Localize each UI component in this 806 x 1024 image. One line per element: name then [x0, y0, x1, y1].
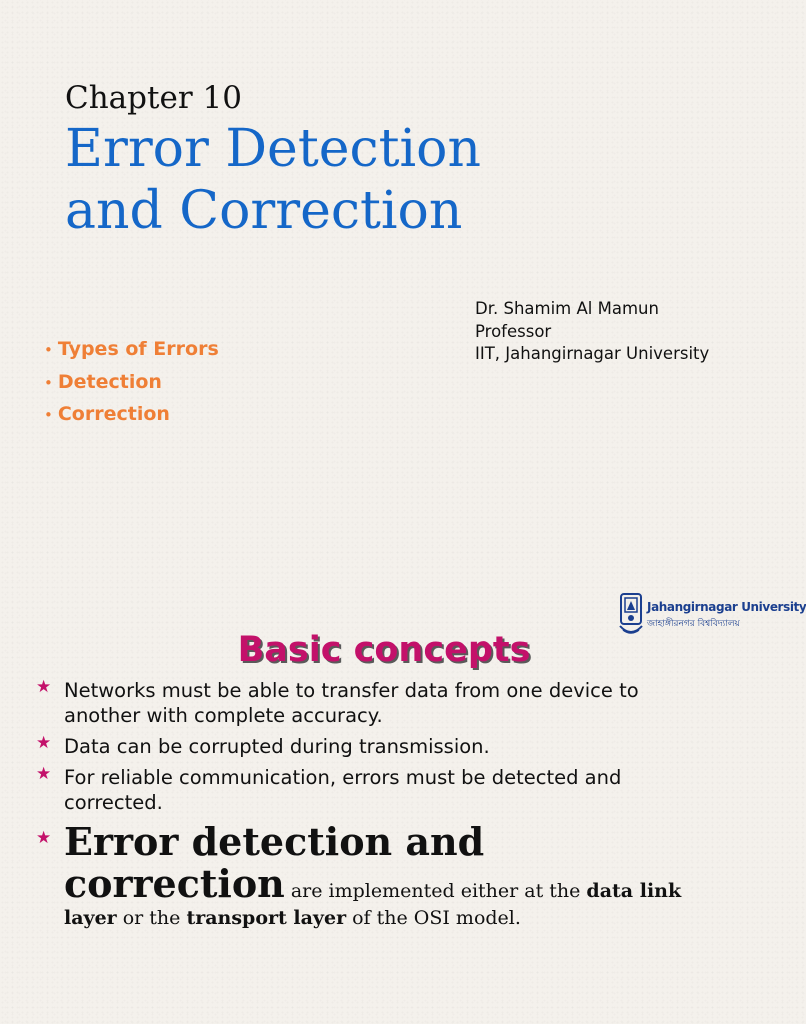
content-slide — [0, 580, 806, 1024]
slide-title — [65, 118, 481, 242]
author-name: Dr. Shamim Al Mamun — [475, 299, 659, 318]
author-position: Professor — [475, 321, 552, 341]
topic-item: • Correction — [44, 403, 170, 425]
logo-name-bangla: জাহাঙ্গীরনগর বিশ্ববিদ্যালয় — [647, 618, 740, 629]
bullet-icon: • — [44, 341, 53, 359]
concept-item-emphasis: ★ Error detection and correction are implemented either at the data link layer or the transport layer of the OSI model. — [36, 819, 682, 929]
concept-item: ★ Networks must be able to transfer data from one device to another with complete accuracy. — [36, 677, 639, 727]
star-bullet-icon: ★ — [36, 828, 52, 848]
author-affiliation: IIT, Jahangirnagar University — [475, 344, 710, 363]
star-bullet-icon: ★ — [36, 764, 52, 784]
concept-item: ★ Data can be corrupted during transmission. — [36, 733, 490, 758]
title-line-1: Error Detection — [65, 119, 481, 179]
logo-name: Jahangirnagar University — [647, 599, 806, 614]
concept-item: ★ For reliable communication, errors must be detected and corrected. — [36, 764, 622, 814]
bullet-icon: • — [44, 406, 53, 424]
topic-item: • Detection — [44, 370, 162, 393]
concept-list — [36, 678, 736, 938]
slide-heading: Basic concepts — [237, 630, 531, 670]
topic-item: • Types of Errors — [44, 338, 219, 360]
title-line-2: and Correction — [65, 181, 463, 241]
star-bullet-icon: ★ — [36, 733, 52, 753]
chapter-label: Chapter 10 — [65, 80, 242, 116]
author-block — [475, 298, 709, 366]
bullet-icon: • — [44, 373, 53, 392]
star-bullet-icon: ★ — [36, 677, 52, 697]
topic-list — [44, 334, 219, 432]
